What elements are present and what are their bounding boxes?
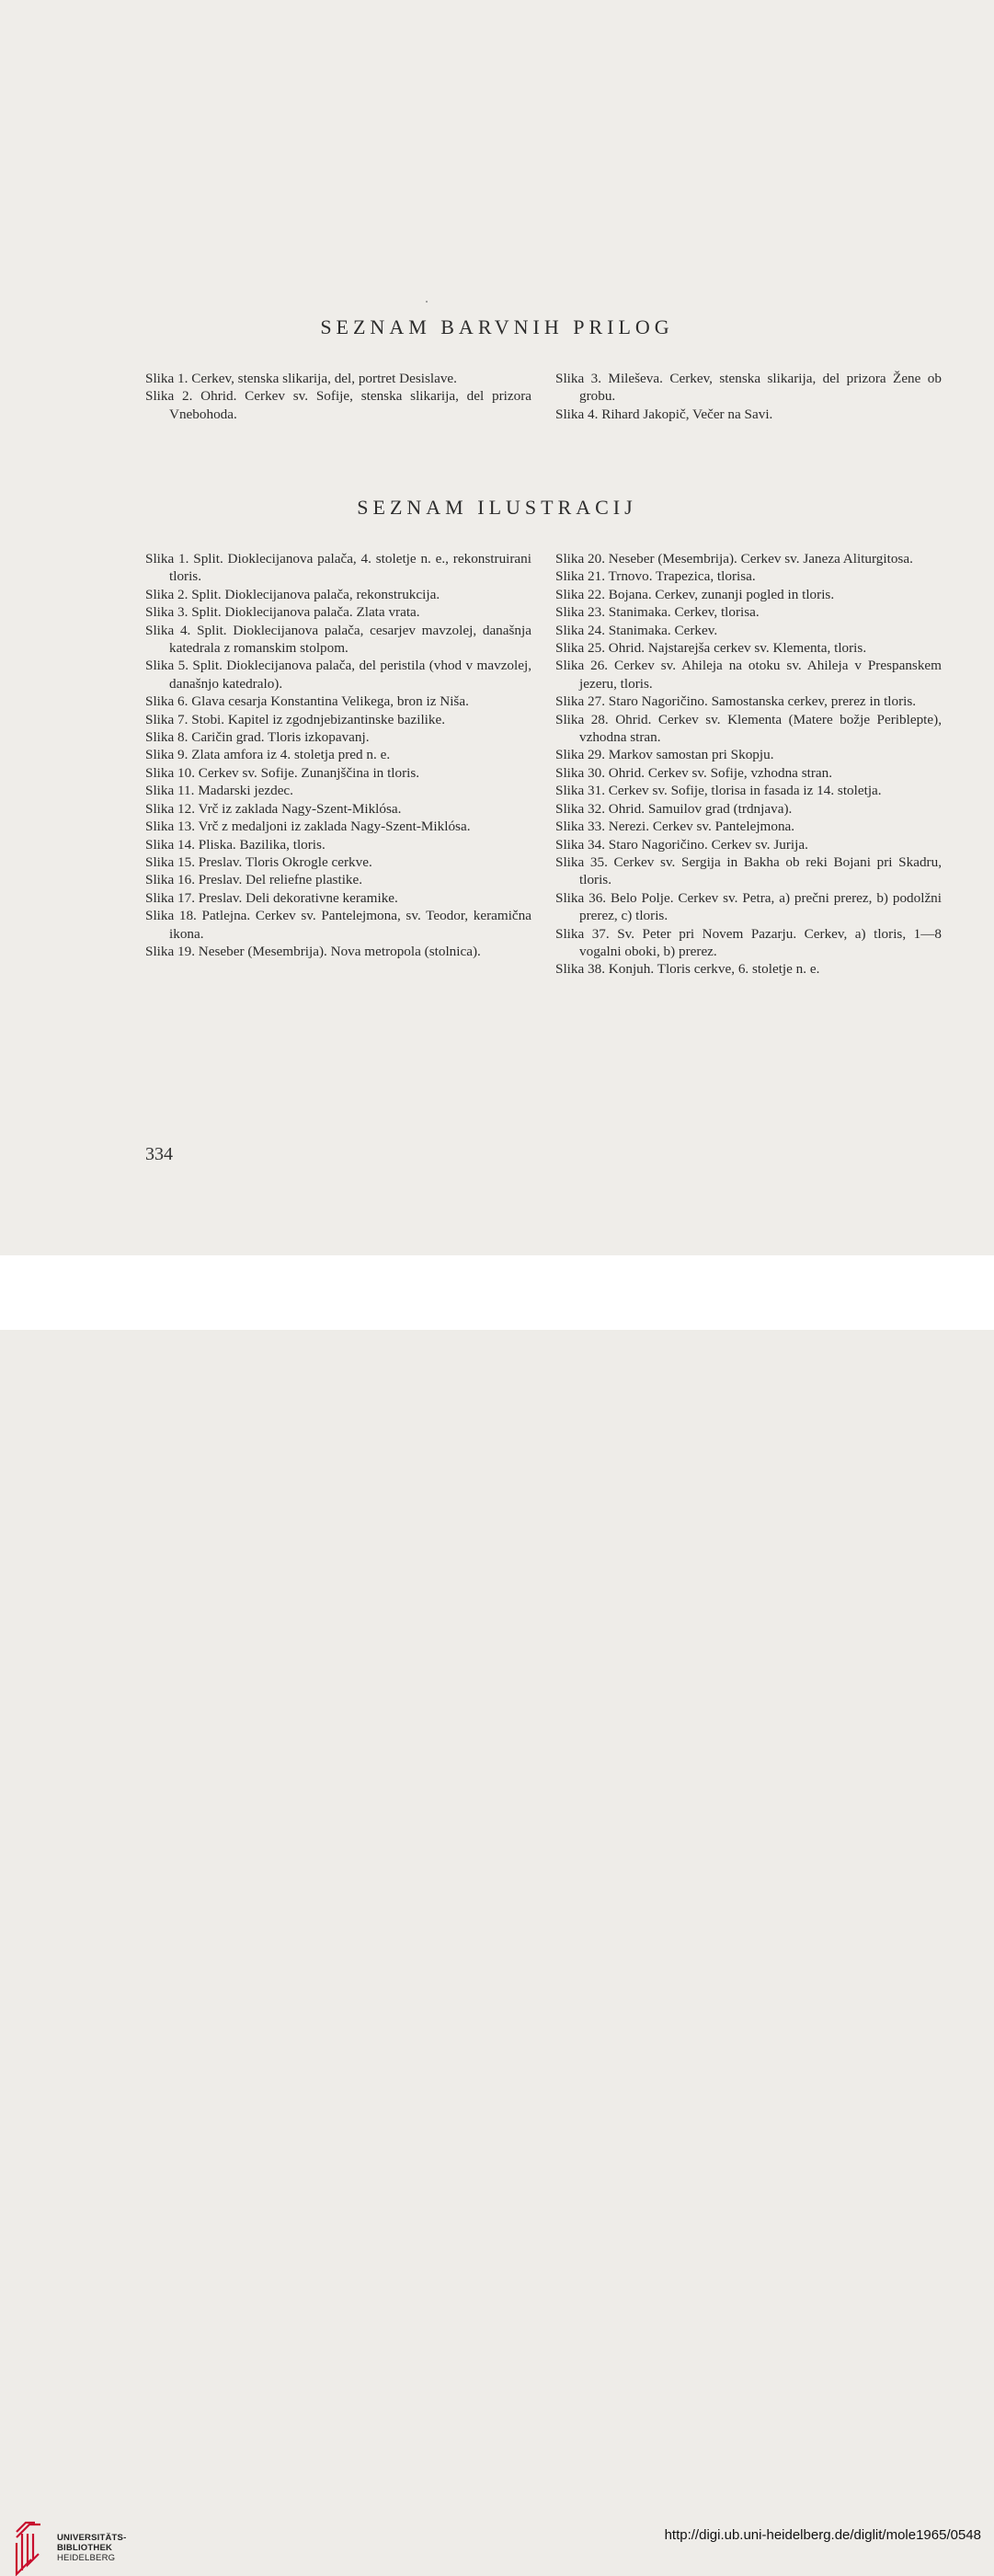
list-item: Slika 8. Caričin grad. Tloris izkopavanj. [145, 729, 370, 746]
list-item: Slika 29. Markov samostan pri Skopju. [555, 747, 774, 763]
list-item: Slika 15. Preslav. Tloris Okrogle cerkve. [145, 853, 372, 870]
library-name-line: UNIVERSITÄTS- [57, 2533, 127, 2543]
library-logo-icon[interactable] [13, 2519, 48, 2576]
list-item: Slika 33. Nerezi. Cerkev sv. Pantelejmona. [555, 819, 795, 835]
list-item: Slika 28. Ohrid. Cerkev sv. Klementa (Matere božje Periblepte), vzhodna stran. [555, 711, 942, 746]
list-item: Slika 35. Cerkev sv. Sergija in Bakha ob reki Bojani pri Skadru, tloris. [555, 853, 942, 888]
library-name[interactable] [57, 2533, 126, 2563]
list-item: Slika 3. Split. Dioklecijanova palača. Zlata vrata. [145, 604, 420, 621]
list-item: Slika 19. Neseber (Mesembrija). Nova metropola (stolnica). [145, 943, 481, 959]
list-item: Slika 16. Preslav. Del reliefne plastike. [145, 872, 363, 888]
heading-ilustracije: SEZNAM ILUSTRACIJ [357, 496, 637, 519]
list-item: Slika 26. Cerkev sv. Ahileja na otoku sv. Ahileja v Prespanskem jezeru, tloris. [555, 658, 942, 692]
barvne-list-right [555, 370, 942, 423]
list-item: Slika 30. Ohrid. Cerkev sv. Sofije, vzhodna stran. [555, 764, 833, 781]
list-item: Slika 38. Konjuh. Tloris cerkve, 6. stoletje n. e. [555, 961, 820, 978]
page-speck [426, 301, 428, 303]
list-item: Slika 24. Stanimaka. Cerkev. [555, 622, 718, 638]
list-item: Slika 32. Ohrid. Samuilov grad (trdnjava). [555, 800, 793, 817]
list-item: Slika 2. Ohrid. Cerkev sv. Sofije, stenska slikarija, del prizora Vnebohoda. [145, 388, 531, 422]
list-item: Slika 34. Staro Nagoričino. Cerkev sv. Jurija. [555, 836, 808, 853]
list-item: Slika 10. Cerkev sv. Sofije. Zunanjščina in tloris. [145, 764, 420, 781]
page-number: 334 [145, 1144, 173, 1164]
ilustracije-list-left [145, 550, 531, 960]
list-item: Slika 13. Vrč z medaljoni iz zaklada Nagy-Szent-Miklósa. [145, 819, 471, 835]
list-item: Slika 31. Cerkev sv. Sofije, tlorisa in fasada iz 14. stoletja. [555, 783, 882, 799]
list-item: Slika 20. Neseber (Mesembrija). Cerkev sv. Janeza Aliturgitosa. [555, 551, 913, 567]
list-item: Slika 21. Trnovo. Trapezica, tlorisa. [555, 568, 756, 585]
list-item: Slika 22. Bojana. Cerkev, zunanji pogled in tloris. [555, 586, 835, 602]
list-item: Slika 14. Pliska. Bazilika, tloris. [145, 836, 326, 853]
list-item: Slika 5. Split. Dioklecijanova palača, del peristila (vhod v mavzolej, današnjo katedralo). [145, 658, 531, 692]
book-page [0, 0, 994, 1255]
list-item: Slika 12. Vrč iz zaklada Nagy-Szent-Miklósa. [145, 800, 402, 817]
list-item: Slika 2. Split. Dioklecijanova palača, rekonstrukcija. [145, 586, 440, 602]
list-item: Slika 3. Mileševa. Cerkev, stenska slikarija, del prizora Žene ob grobu. [555, 371, 942, 405]
barvne-list-left [145, 370, 531, 423]
list-item: Slika 1. Split. Dioklecijanova palača, 4. stoletje n. e., rekonstruirani tloris. [145, 551, 531, 585]
list-item: Slika 37. Sv. Peter pri Novem Pazarju. Cerkev, a) tloris, 1—8 vogalni oboki, b) prerez. [555, 925, 942, 959]
list-item: Slika 27. Staro Nagoričino. Samostanska cerkev, prerez in tloris. [555, 693, 917, 710]
list-item: Slika 1. Cerkev, stenska slikarija, del, portret Desislave. [145, 371, 457, 386]
list-item: Slika 6. Glava cesarja Konstantina Velikega, bron iz Niša. [145, 693, 469, 710]
list-item: Slika 23. Stanimaka. Cerkev, tlorisa. [555, 604, 760, 621]
list-item: Slika 17. Preslav. Deli dekorativne keramike. [145, 889, 398, 906]
list-item: Slika 36. Belo Polje. Cerkev sv. Petra, a) prečni prerez, b) podolžni prerez, c) tloris. [555, 889, 942, 924]
list-item: Slika 18. Patlejna. Cerkev sv. Pantelejmona, sv. Teodor, keramična ikona. [145, 908, 531, 942]
list-item: Slika 7. Stobi. Kapitel iz zgodnjebizantinske bazilike. [145, 711, 446, 727]
source-url-link[interactable]: http://digi.ub.uni-heidelberg.de/diglit/mole1965/0548 [664, 2527, 981, 2543]
heading-barvne-priloge: SEZNAM BARVNIH PRILOG [320, 315, 674, 338]
list-item: Slika 4. Split. Dioklecijanova palača, cesarjev mavzolej, današnja katedrala z romanskim stolpom. [145, 622, 531, 657]
list-item: Slika 25. Ohrid. Najstarejša cerkev sv. Klementa, tloris. [555, 640, 867, 657]
list-item: Slika 9. Zlata amfora iz 4. stoletja pred n. e. [145, 747, 391, 763]
list-item: Slika 11. Madarski jezdec. [145, 783, 293, 799]
library-name-line: HEIDELBERG [57, 2553, 116, 2563]
ilustracije-list-right [555, 550, 942, 979]
list-item: Slika 4. Rihard Jakopič, Večer na Savi. [555, 406, 773, 422]
footer-bar [0, 1255, 994, 2563]
library-name-line: BIBLIOTHEK [57, 2543, 113, 2553]
